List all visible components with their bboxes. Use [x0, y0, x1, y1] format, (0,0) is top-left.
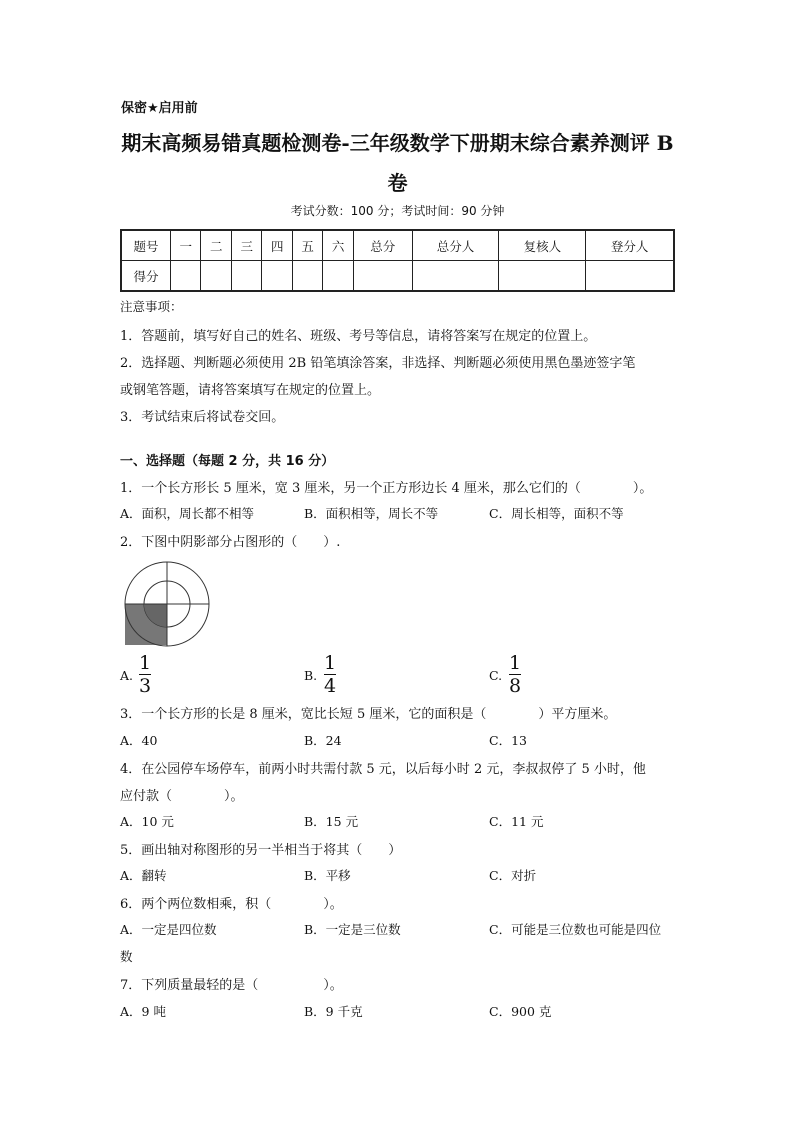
col-6: 六 [323, 230, 353, 261]
score-cell[interactable] [412, 261, 499, 292]
q4-option-b[interactable]: B．15 元 [304, 814, 359, 829]
title-line-2: 卷 [387, 171, 408, 195]
question-4-line-1: 4．在公园停车场停车，前两小时共需付款 5 元，以后每小时 2 元，李叔叔停了 5 小时，他 [120, 762, 646, 777]
note-item-1: 1．答题前，填写好自己的姓名、班级、考号等信息，请将答案写在规定的位置上。 [120, 329, 597, 344]
notes-heading: 注意事项： [120, 299, 183, 314]
q7-option-c[interactable]: C．900 克 [489, 1004, 552, 1019]
col-5: 五 [292, 230, 322, 261]
q4-option-c[interactable]: C．11 元 [489, 814, 544, 829]
title-line-1: 期末高频易错真题检测卷-三年级数学下册期末综合素养测评 B [121, 131, 674, 155]
col-1: 一 [171, 230, 201, 261]
question-7: 7．下列质量最轻的是（ ）。 [120, 978, 343, 993]
col-3: 三 [231, 230, 261, 261]
score-cell[interactable] [323, 261, 353, 292]
q3-option-c[interactable]: C．13 [489, 733, 527, 748]
score-table [120, 229, 675, 292]
q2-option-b-label[interactable]: B. [304, 668, 318, 683]
score-cell[interactable] [201, 261, 231, 292]
score-cell[interactable] [586, 261, 674, 292]
q5-option-c[interactable]: C．对折 [489, 868, 537, 883]
fraction-denominator: 4 [324, 675, 337, 697]
fraction-numerator: 1 [324, 652, 337, 674]
score-table-header-row [121, 230, 674, 261]
col-total-grader: 总分人 [412, 230, 499, 261]
question-6: 6．两个两位数相乘，积（ ）。 [120, 897, 343, 912]
score-cell[interactable] [353, 261, 412, 292]
note-item-3: 3．考试结束后将试卷交回。 [120, 410, 285, 425]
score-cell[interactable] [292, 261, 322, 292]
row-label-question: 题号 [121, 230, 171, 261]
q7-option-a[interactable]: A．9 吨 [120, 1004, 166, 1019]
question-3: 3．一个长方形的长是 8 厘米，宽比长短 5 厘米，它的面积是（ ）平方厘米。 [120, 707, 617, 722]
score-cell[interactable] [231, 261, 261, 292]
question-1: 1．一个长方形长 5 厘米，宽 3 厘米，另一个正方形边长 4 厘米，那么它们的（ ）。 [120, 481, 653, 496]
fraction-numerator: 1 [509, 652, 522, 674]
shaded-circle-figure [120, 560, 212, 650]
score-cell[interactable] [499, 261, 586, 292]
page-title [120, 123, 675, 203]
fraction-denominator: 8 [509, 675, 522, 697]
q7-option-b[interactable]: B．9 千克 [304, 1004, 363, 1019]
q2-option-b-fraction[interactable] [324, 653, 336, 696]
q6-option-c[interactable]: C．可能是三位数也可能是四位 [489, 922, 662, 937]
row-label-score: 得分 [121, 261, 171, 292]
score-cell[interactable] [171, 261, 201, 292]
exam-info: 考试分数：100 分；考试时间：90 分钟 [290, 204, 505, 218]
note-item-2a: 2．选择题、判断题必须使用 2B 铅笔填涂答案，非选择、判断题必须使用黑色墨迹签字笔 [120, 356, 636, 371]
col-recorder: 登分人 [586, 230, 674, 261]
q6-option-a[interactable]: A．一定是四位数 [120, 922, 217, 937]
question-2: 2．下图中阴影部分占图形的（ ）. [120, 535, 341, 550]
q5-option-a[interactable]: A．翻转 [120, 868, 167, 883]
q1-option-c[interactable]: C．周长相等，面积不等 [489, 506, 624, 521]
q6-option-b[interactable]: B．一定是三位数 [304, 922, 401, 937]
question-4-line-2: 应付款（ ）。 [120, 789, 244, 804]
section-1-heading: 一、选择题（每题 2 分，共 16 分） [120, 454, 335, 469]
q2-option-a-label[interactable]: A. [120, 668, 134, 683]
q3-option-b[interactable]: B．24 [304, 733, 342, 748]
q2-option-c-label[interactable]: C. [489, 668, 503, 683]
fraction-denominator: 3 [139, 675, 152, 697]
note-item-2b: 或钢笔答题，请将答案填写在规定的位置上。 [120, 383, 381, 398]
q6-option-c-continued: 数 [120, 949, 133, 964]
q1-option-b[interactable]: B．面积相等，周长不等 [304, 506, 439, 521]
col-4: 四 [262, 230, 292, 261]
score-cell[interactable] [262, 261, 292, 292]
q5-option-b[interactable]: B．平移 [304, 868, 351, 883]
col-reviewer: 复核人 [499, 230, 586, 261]
score-table-score-row [121, 261, 674, 292]
q2-option-c-fraction[interactable] [509, 653, 521, 696]
col-total: 总分 [353, 230, 412, 261]
col-2: 二 [201, 230, 231, 261]
question-5: 5．画出轴对称图形的另一半相当于将其（ ） [120, 843, 402, 858]
q3-option-a[interactable]: A．40 [120, 733, 158, 748]
q1-option-a[interactable]: A．面积，周长都不相等 [120, 506, 255, 521]
fraction-numerator: 1 [139, 652, 152, 674]
q4-option-a[interactable]: A．10 元 [120, 814, 174, 829]
confidential-label: 保密★启用前 [121, 101, 198, 116]
q2-option-a-fraction[interactable] [139, 653, 151, 696]
